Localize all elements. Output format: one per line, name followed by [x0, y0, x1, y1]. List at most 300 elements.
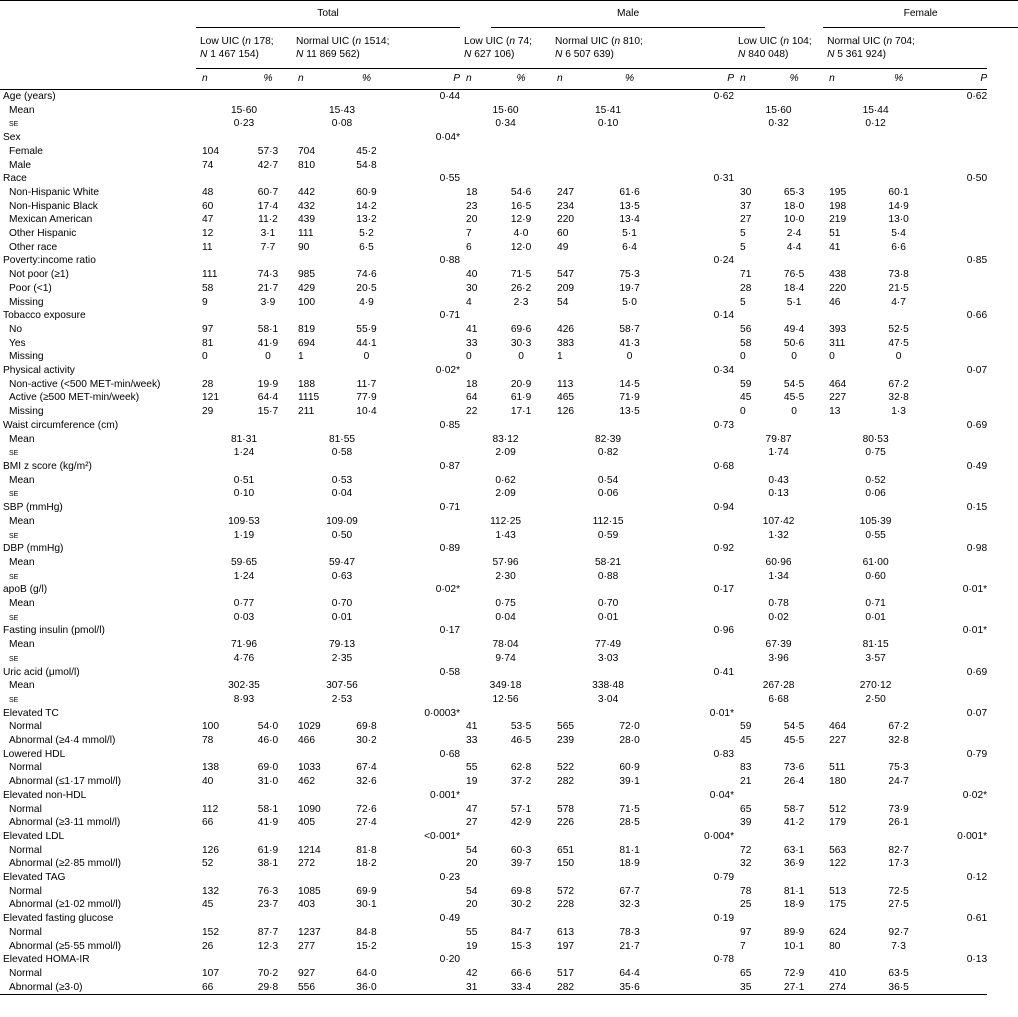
table-row [0, 871, 1018, 885]
table-row [0, 652, 1018, 666]
subgroup-header-row [0, 28, 1018, 69]
empty-cell [928, 803, 987, 817]
category-label: Mean [9, 104, 35, 116]
percent-cell: 16·5 [510, 200, 532, 212]
percent-cell: 60·9 [356, 186, 377, 198]
n-column-header: n [196, 69, 244, 90]
empty-cell [928, 227, 987, 241]
count-cell: 274 [823, 981, 869, 995]
normal-uic-value: 0·70 [331, 598, 353, 610]
empty-cell [244, 912, 292, 926]
empty-cell [665, 570, 734, 584]
normal-uic-value: 0·58 [331, 447, 353, 459]
count-cell: 439 [298, 214, 315, 226]
percent-cell: 47·5 [888, 337, 909, 349]
count-cell: 522 [557, 762, 575, 774]
empty-cell [491, 172, 551, 186]
count-cell: 565 [557, 721, 575, 733]
empty-cell [292, 912, 341, 926]
percent-cell: 21·7 [257, 282, 279, 294]
empty-cell [823, 254, 869, 268]
percent-cell [594, 145, 665, 159]
empty-cell [196, 789, 244, 803]
percent-cell [491, 159, 551, 173]
percent-cell [491, 145, 551, 159]
table-row [0, 282, 1018, 296]
percent-cell: 72·5 [888, 885, 909, 897]
empty-cell [551, 364, 594, 378]
category-label: se [9, 447, 19, 459]
count-cell: 80 [829, 940, 841, 952]
low-uic-value: 8·93 [233, 693, 255, 705]
percent-cell: 67·7 [619, 885, 640, 897]
percent-cell: 84·7 [510, 926, 532, 938]
percent-cell: 41·2 [783, 817, 805, 829]
percent-cell: 39·1 [619, 776, 640, 788]
empty-cell [460, 583, 491, 597]
count-cell: 511 [829, 762, 846, 774]
variable-label: Sex [3, 132, 21, 144]
count-cell: 410 [829, 968, 847, 979]
subgroup-label-part: 627 106) [471, 49, 515, 60]
percent-cell: 32·3 [619, 899, 640, 911]
normal-uic-value: 0·06 [865, 488, 886, 500]
empty-cell [734, 666, 765, 680]
empty-cell [765, 871, 823, 885]
variable-label: Elevated TC [3, 707, 59, 719]
count-cell: 54 [466, 885, 478, 897]
count-cell [823, 145, 869, 159]
empty-cell [928, 693, 987, 707]
empty-cell [392, 529, 460, 543]
count-cell: 45 [740, 735, 752, 747]
empty-cell [341, 131, 392, 145]
percent-cell: 6·6 [891, 241, 906, 253]
count-cell: 0 [829, 351, 835, 363]
low-uic-value: 0·10 [233, 488, 255, 500]
table-row [0, 748, 1018, 762]
normal-uic-value: 2·50 [865, 693, 886, 705]
variable-label: Tobacco exposure [3, 310, 86, 322]
percent-cell: 15·7 [257, 406, 279, 418]
count-cell: 383 [557, 337, 575, 349]
percent-cell: 71·9 [619, 392, 640, 404]
table-row [0, 679, 1018, 693]
percent-cell: 2·3 [513, 296, 529, 308]
normal-uic-value: 270·12 [859, 680, 892, 692]
table-row [0, 611, 1018, 625]
empty-cell [594, 707, 665, 721]
empty-cell [928, 433, 987, 447]
count-cell: 19 [466, 940, 478, 952]
empty-cell [460, 871, 491, 885]
normal-uic-value: 112·15 [592, 515, 624, 527]
empty-cell [823, 912, 869, 926]
empty-cell [928, 186, 987, 200]
percent-cell: 26·2 [510, 282, 532, 294]
empty-cell [292, 871, 341, 885]
normal-uic-value: 0·63 [331, 570, 353, 582]
count-cell: 37 [740, 200, 752, 212]
percent-cell: 41·3 [619, 337, 640, 349]
percent-cell: 67·4 [356, 762, 377, 774]
percent-cell: 4·4 [786, 241, 802, 253]
percent-cell: 5·2 [359, 228, 374, 240]
empty-cell [244, 748, 292, 762]
empty-cell [392, 652, 460, 666]
p-value: 0·88 [439, 255, 461, 267]
category-label: Mean [9, 598, 35, 610]
low-uic-value: 0·32 [768, 118, 789, 130]
subgroup-label-italic: n [614, 35, 621, 47]
empty-cell [491, 624, 551, 638]
empty-cell [823, 748, 869, 762]
normal-uic-value: 0·88 [597, 570, 619, 582]
empty-cell [823, 131, 869, 145]
empty-cell [292, 131, 341, 145]
empty-cell [928, 679, 987, 693]
count-cell: 55 [466, 762, 478, 774]
empty-cell [460, 309, 491, 323]
empty-cell [665, 529, 734, 543]
table-row [0, 693, 1018, 707]
empty-cell [665, 844, 734, 858]
empty-cell [460, 90, 491, 104]
count-cell: 426 [557, 323, 575, 335]
count-cell [460, 145, 491, 159]
empty-cell [928, 296, 987, 310]
p-value: 0·69 [966, 419, 988, 431]
subgroup-label-italic: N [738, 49, 746, 60]
percent-cell: 10·0 [783, 214, 805, 226]
category-label: se [9, 652, 19, 664]
p-value: 0·79 [966, 748, 988, 760]
empty-cell [292, 542, 341, 556]
count-cell: 97 [202, 323, 214, 335]
empty-cell [665, 474, 734, 488]
normal-uic-value: 0·54 [597, 474, 619, 486]
empty-cell [392, 405, 460, 419]
p-value: <0·001* [424, 830, 461, 842]
empty-cell [491, 666, 551, 680]
empty-cell [869, 419, 928, 433]
empty-cell [196, 254, 244, 268]
count-cell: 22 [466, 406, 478, 418]
empty-cell [869, 364, 928, 378]
percent-cell: 71·5 [619, 803, 640, 815]
count-cell: 466 [298, 735, 315, 747]
count-cell: 59 [740, 721, 752, 733]
empty-cell [292, 707, 341, 721]
percent-cell: 13·4 [619, 214, 640, 226]
subgroup-label-part: Normal UIC ( [296, 35, 356, 47]
category-label: Mean [9, 680, 35, 692]
subgroup-label-italic: N [555, 49, 563, 60]
percent-cell: 28·5 [619, 817, 640, 829]
empty-cell [196, 624, 244, 638]
category-label: Abnormal (≥3·0) [0, 981, 196, 995]
empty-cell [928, 775, 987, 789]
empty-cell [823, 666, 869, 680]
p-value [928, 131, 987, 145]
percent-cell: 89·9 [783, 926, 805, 938]
table-row [0, 720, 1018, 734]
percent-cell: 58·7 [783, 803, 805, 815]
p-value: 0·49 [966, 460, 988, 472]
percent-cell: 27·5 [888, 899, 909, 911]
percent-cell: 21·5 [888, 282, 909, 294]
empty-cell [491, 419, 551, 433]
empty-cell [665, 967, 734, 981]
empty-cell [823, 460, 869, 474]
p-value: 0·98 [966, 543, 988, 555]
empty-cell [341, 707, 392, 721]
empty-cell [392, 734, 460, 748]
category-label: Mean [9, 556, 35, 568]
percent-cell: 20·9 [510, 378, 532, 390]
count-cell: 1090 [298, 803, 321, 815]
empty-cell [392, 597, 460, 611]
percent-cell: 73·6 [783, 762, 805, 774]
normal-uic-value: 0·53 [331, 474, 353, 486]
percent-cell: 58·7 [619, 323, 640, 335]
empty-cell [734, 624, 765, 638]
count-cell: 18 [466, 186, 478, 198]
empty-cell [765, 830, 823, 844]
empty-cell [392, 487, 460, 501]
subgroup-label-italic: n [245, 35, 251, 47]
table-row [0, 501, 1018, 515]
percent-cell: 5·1 [622, 228, 637, 240]
percent-cell: 17·1 [510, 406, 532, 418]
p-value: 0·58 [439, 666, 461, 678]
table-row [0, 186, 1018, 200]
count-cell: 247 [557, 186, 575, 198]
count-cell: 28 [202, 378, 214, 390]
empty-cell [734, 309, 765, 323]
percent-cell: 81·1 [783, 885, 805, 897]
empty-cell [196, 871, 244, 885]
empty-cell [928, 761, 987, 775]
empty-cell [665, 611, 734, 625]
empty-cell [928, 104, 987, 118]
empty-cell [244, 666, 292, 680]
variable-label: Elevated HOMA-IR [3, 954, 90, 966]
p-value: 0·02* [962, 789, 988, 801]
empty-cell [551, 953, 594, 967]
category-label: Abnormal (≥2·85 mmol/l) [9, 858, 122, 870]
empty-cell [551, 624, 594, 638]
empty-cell [460, 953, 491, 967]
count-cell: 0 [202, 351, 208, 363]
empty-cell [665, 638, 734, 652]
subgroup-label-part: 11 869 562) [303, 49, 360, 60]
empty-cell [460, 707, 491, 721]
empty-cell [392, 474, 460, 488]
category-label: Female [9, 145, 43, 157]
count-cell: 1214 [298, 844, 321, 856]
empty-cell [551, 707, 594, 721]
count-cell: 13 [829, 406, 841, 418]
empty-cell [665, 981, 734, 995]
count-cell: 578 [557, 803, 575, 815]
percent-cell: 30·2 [356, 735, 377, 747]
count-cell: 188 [298, 378, 315, 390]
empty-cell [341, 460, 392, 474]
count-cell: 227 [829, 392, 847, 404]
percent-cell: 13·5 [619, 200, 640, 212]
empty-cell [665, 323, 734, 337]
count-cell: 1115 [298, 392, 320, 404]
empty-cell [665, 391, 734, 405]
count-cell: 429 [298, 282, 315, 294]
subheader-p-spacer [665, 28, 734, 69]
count-cell: 651 [557, 844, 575, 856]
percent-cell: 28·0 [619, 735, 640, 747]
percent-cell: 49·4 [783, 323, 805, 335]
empty-cell [823, 309, 869, 323]
p-value: 0·71 [439, 502, 461, 514]
count-cell: 47 [202, 214, 214, 226]
percent-cell: 64·0 [356, 968, 377, 979]
count-cell: 572 [557, 885, 575, 897]
empty-cell [928, 981, 987, 995]
empty-cell [460, 460, 491, 474]
percent-cell: 2·4 [786, 228, 802, 240]
percent-cell: 75·3 [619, 269, 640, 281]
percent-cell: 18·0 [783, 200, 805, 212]
empty-cell [244, 254, 292, 268]
empty-cell [665, 200, 734, 214]
empty-cell [594, 254, 665, 268]
count-cell: 90 [298, 241, 310, 253]
percent-cell: 76·5 [783, 269, 805, 281]
empty-cell [734, 364, 765, 378]
empty-cell [823, 789, 869, 803]
table-row [0, 227, 1018, 241]
empty-cell [244, 460, 292, 474]
empty-cell [196, 583, 244, 597]
table-row [0, 405, 1018, 419]
count-cell: 405 [298, 817, 315, 829]
p-value: 0·17 [439, 625, 461, 637]
empty-cell [928, 446, 987, 460]
empty-cell [734, 172, 765, 186]
empty-cell [869, 871, 928, 885]
count-cell: 31 [460, 981, 491, 995]
empty-cell [244, 624, 292, 638]
empty-cell [665, 940, 734, 954]
empty-cell [244, 90, 292, 104]
category-label: se [9, 570, 19, 582]
empty-cell [765, 583, 823, 597]
percent-cell: 62·8 [510, 762, 532, 774]
count-cell: 819 [298, 323, 315, 335]
percent-cell: 64·4 [619, 968, 640, 979]
empty-cell [665, 446, 734, 460]
percent-cell: 39·7 [510, 858, 532, 870]
count-cell [734, 159, 765, 173]
percent-cell: 0 [791, 406, 797, 418]
category-label: No [9, 323, 23, 335]
empty-cell [551, 309, 594, 323]
empty-cell [823, 871, 869, 885]
low-uic-value: 107·42 [762, 515, 795, 527]
empty-cell [341, 830, 392, 844]
category-label: Normal [9, 721, 42, 733]
percent-cell: 0 [895, 351, 902, 363]
p-value: 0·19 [713, 913, 735, 925]
empty-cell [734, 460, 765, 474]
count-cell: 35 [734, 981, 765, 995]
count-cell: 1237 [298, 926, 321, 938]
count-cell: 432 [298, 200, 315, 212]
percent-column-header: % [765, 69, 823, 90]
empty-cell [765, 953, 823, 967]
percent-cell: 46·5 [510, 735, 532, 747]
count-cell: 282 [557, 776, 575, 788]
empty-cell [196, 542, 244, 556]
normal-uic-value: 0·12 [865, 118, 886, 130]
normal-uic-value: 59·47 [328, 556, 356, 568]
empty-cell [292, 254, 341, 268]
count-cell: 54 [557, 296, 569, 308]
empty-cell [460, 364, 491, 378]
percent-cell: 30·3 [510, 337, 532, 349]
percent-cell: 7·3 [891, 940, 906, 952]
percent-cell: 66·6 [510, 968, 532, 979]
p-value: 0·96 [713, 625, 735, 637]
table-row [0, 364, 1018, 378]
empty-cell [928, 350, 987, 364]
empty-cell [244, 131, 292, 145]
percent-cell: 73·8 [888, 269, 909, 281]
low-uic-value: 0·78 [768, 598, 789, 610]
count-cell: 0 [740, 351, 746, 363]
count-cell: 985 [298, 269, 315, 281]
category-label: Mean [9, 474, 35, 486]
count-cell: 58 [202, 282, 214, 294]
percent-cell: 41·9 [257, 817, 279, 829]
count-cell: 152 [202, 926, 219, 938]
subheader-p-spacer [928, 28, 987, 69]
empty-cell [665, 433, 734, 447]
table-row [0, 90, 1018, 104]
p-value: 0·94 [713, 502, 735, 514]
subheader-blank [0, 28, 196, 69]
empty-cell [392, 296, 460, 310]
normal-uic-value: 3·04 [597, 693, 619, 705]
count-cell: 138 [202, 762, 219, 774]
normal-uic-value: 81·15 [862, 639, 889, 651]
percent-cell: 53·5 [510, 721, 532, 733]
empty-cell [665, 515, 734, 529]
table-row [0, 816, 1018, 830]
empty-cell [196, 419, 244, 433]
empty-cell [665, 487, 734, 501]
count-cell: 111 [298, 228, 314, 240]
count-cell: 226 [557, 817, 575, 829]
p-value: 0·14 [713, 310, 735, 322]
category-label: se [9, 118, 19, 130]
empty-cell [869, 953, 928, 967]
category-label: Missing [9, 406, 44, 418]
percent-cell: 32·8 [888, 735, 909, 747]
empty-cell [491, 542, 551, 556]
empty-cell [392, 885, 460, 899]
count-cell: 21 [740, 776, 752, 788]
count-cell: 810 [298, 159, 315, 171]
